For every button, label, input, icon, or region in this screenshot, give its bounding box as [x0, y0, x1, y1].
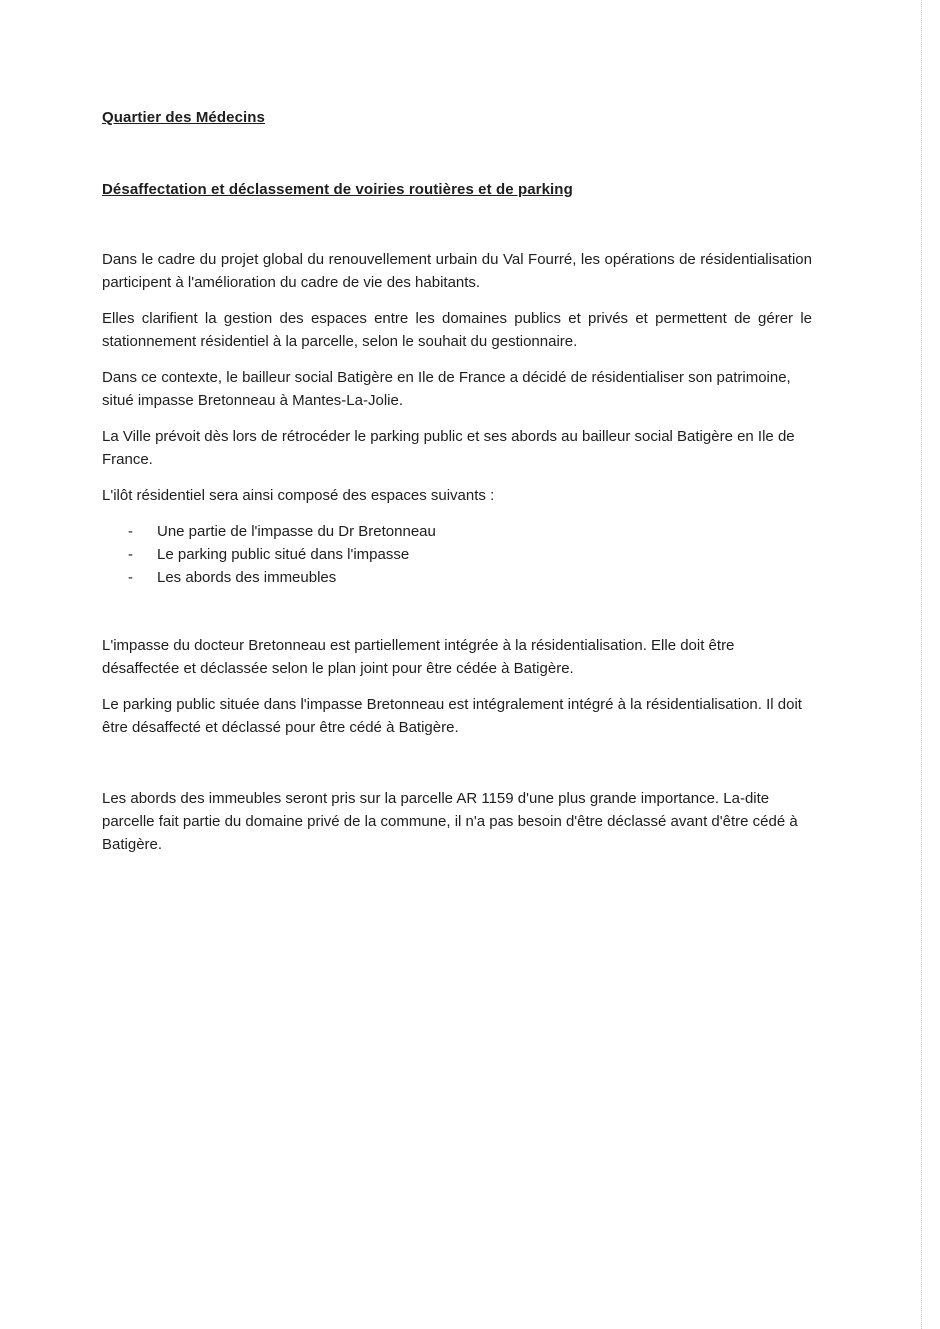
list-item [102, 520, 812, 543]
list-item-text: Une partie de l'impasse du Dr Bretonneau [157, 523, 436, 540]
list-item [102, 543, 812, 566]
document-title: Quartier des Médecins [102, 109, 265, 126]
list-dash: - [128, 523, 133, 540]
section-title: Désaffectation et déclassement de voiries routières et de parking [102, 181, 573, 198]
paragraph-management: Elles clarifient la gestion des espaces entre les domaines publics et privés et permettent de gérer le stationnement résidentiel à la parcelle, selon le souhait du gestionnaire. [102, 310, 812, 350]
paragraph-parking: Le parking public située dans l'impasse Bretonneau est intégralement intégré à la résidentialisation. Il doit être désaffecté et déclassé pour être cédé à Batigère. [102, 696, 802, 736]
paragraph-impasse: L'impasse du docteur Bretonneau est partiellement intégrée à la résidentialisation. Elle doit être désaffectée et déclassée selon le plan joint pour être cédée à Batigère. [102, 637, 735, 677]
declassification-section [102, 634, 812, 739]
list-item-text: Les abords des immeubles [157, 569, 337, 586]
intro-section [102, 248, 812, 589]
list-item [102, 566, 812, 589]
list-dash: - [128, 546, 133, 563]
paragraph-parcel: Les abords des immeubles seront pris sur la parcelle AR 1159 d'une plus grande importance. La-dite parcelle fait partie du domaine privé de la commune, il n'a pas besoin d'être déclassé avant d'être cédé à Batigère. [102, 790, 798, 853]
scan-edge-line [921, 0, 922, 1329]
paragraph-retrocession: La Ville prévoit dès lors de rétrocéder le parking public et ses abords au bailleur social Batigère en Ile de France. [102, 428, 795, 468]
list-intro: L'ilôt résidentiel sera ainsi composé des espaces suivants : [102, 487, 495, 504]
spaces-list [102, 520, 812, 589]
paragraph-batigere: Dans ce contexte, le bailleur social Batigère en Ile de France a décidé de résidentialiser son patrimoine, situé impasse Bretonneau à Mantes-La-Jolie. [102, 369, 791, 409]
list-item-text: Le parking public situé dans l'impasse [157, 546, 410, 563]
list-dash: - [128, 569, 133, 586]
surroundings-section [102, 787, 812, 856]
paragraph-context: Dans le cadre du projet global du renouvellement urbain du Val Fourré, les opérations de résidentialisation participent à l'amélioration du cadre de vie des habitants. [102, 251, 812, 291]
